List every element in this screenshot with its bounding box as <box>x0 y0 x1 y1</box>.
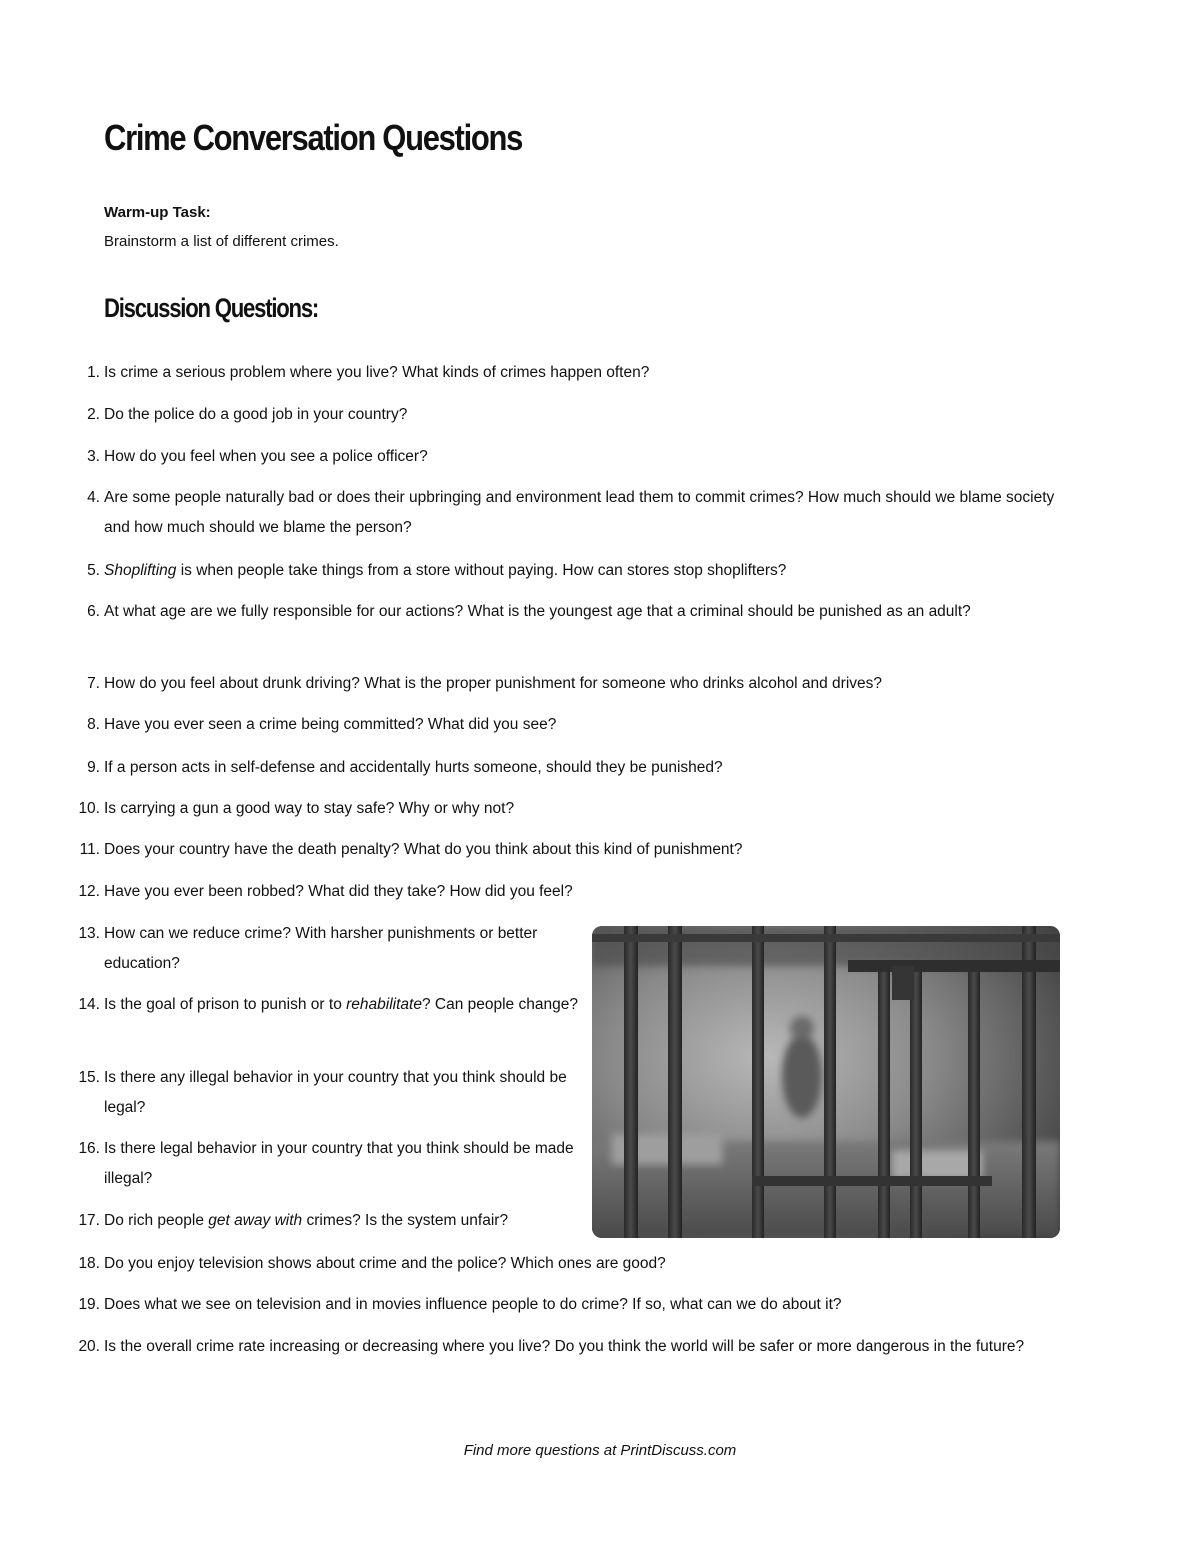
question-text: Have you ever seen a crime being committed? What did you see? <box>104 716 557 733</box>
question-number: 13. <box>78 925 100 942</box>
question-text <box>104 990 584 1020</box>
question-text: Is the overall crime rate increasing or decreasing where you live? Do you think the world will be safer or more dangerous in the future? <box>104 1338 1025 1355</box>
question-text: Is there any illegal behavior in your country that you think should be legal? <box>104 1069 567 1116</box>
question-text: Is there legal behavior in your country that you think should be made illegal? <box>104 1140 574 1187</box>
emphasized-term: get away with <box>208 1212 303 1229</box>
question-number: 1. <box>87 364 100 381</box>
question-number: 8. <box>87 716 100 733</box>
question-text: How do you feel about drunk driving? What is the proper punishment for someone who drinks alcohol and drives? <box>104 675 883 692</box>
question-number: 16. <box>78 1140 100 1157</box>
warmup-label: Warm-up Task: <box>104 204 211 221</box>
question-text: If a person acts in self-defense and accidentally hurts someone, should they be punished? <box>104 759 723 776</box>
question-number: 7. <box>87 675 100 692</box>
question-text: Do you enjoy television shows about crime and the police? Which ones are good? <box>104 1255 666 1272</box>
question-number: 12. <box>78 883 100 900</box>
question-text: Does your country have the death penalty? What do you think about this kind of punishment? <box>104 841 743 858</box>
question-number: 17. <box>78 1212 100 1229</box>
question-number: 9. <box>87 759 100 776</box>
question-number: 6. <box>87 603 100 620</box>
footer-credit: Find more questions at PrintDiscuss.com <box>463 1442 737 1459</box>
question-number: 5. <box>87 562 100 579</box>
question-text-rest: is when people take things from a store without paying. How can stores stop shoplifters? <box>176 562 787 579</box>
question-number: 19. <box>78 1296 100 1313</box>
question-text: At what age are we fully responsible for our actions? What is the youngest age that a criminal should be punished as an adult? <box>104 603 971 620</box>
question-number: 15. <box>78 1069 100 1086</box>
question-text <box>104 556 1064 586</box>
question-number: 2. <box>87 406 100 423</box>
warmup-text: Brainstorm a list of different crimes. <box>104 233 339 250</box>
question-text-pre: Do rich people <box>104 1212 209 1229</box>
question-text: How do you feel when you see a police officer? <box>104 448 428 465</box>
question-number: 20. <box>78 1338 100 1355</box>
question-text: Is carrying a gun a good way to stay safe? Why or why not? <box>104 800 515 817</box>
question-text: Do the police do a good job in your country? <box>104 406 408 423</box>
question-text <box>104 1206 584 1236</box>
question-number: 11. <box>79 841 100 858</box>
question-text: Have you ever been robbed? What did they take? How did you feel? <box>104 883 573 900</box>
emphasized-term: rehabilitate <box>346 996 422 1013</box>
question-text-rest: ? Can people change? <box>421 996 578 1013</box>
emphasized-term: Shoplifting <box>104 562 177 579</box>
question-text: How can we reduce crime? With harsher punishments or better education? <box>104 925 538 972</box>
question-text: Is crime a serious problem where you live? What kinds of crimes happen often? <box>104 364 650 381</box>
question-number: 10. <box>78 800 100 817</box>
prison-bars-photo <box>592 926 1060 1238</box>
question-text-pre: Is the goal of prison to punish or to <box>104 996 347 1013</box>
question-number: 14. <box>78 996 100 1013</box>
question-text: Are some people naturally bad or does their upbringing and environment lead them to commit crimes? How much should we blame society and how much should we blame the person? <box>104 489 1055 536</box>
question-number: 4. <box>87 489 100 506</box>
question-number: 3. <box>87 448 100 465</box>
question-text-rest: crimes? Is the system unfair? <box>302 1212 509 1229</box>
question-text: Does what we see on television and in movies influence people to do crime? If so, what can we do about it? <box>104 1296 842 1313</box>
page-title: Crime Conversation Questions <box>104 117 523 158</box>
discussion-heading: Discussion Questions: <box>104 293 319 323</box>
question-number: 18. <box>78 1255 100 1272</box>
